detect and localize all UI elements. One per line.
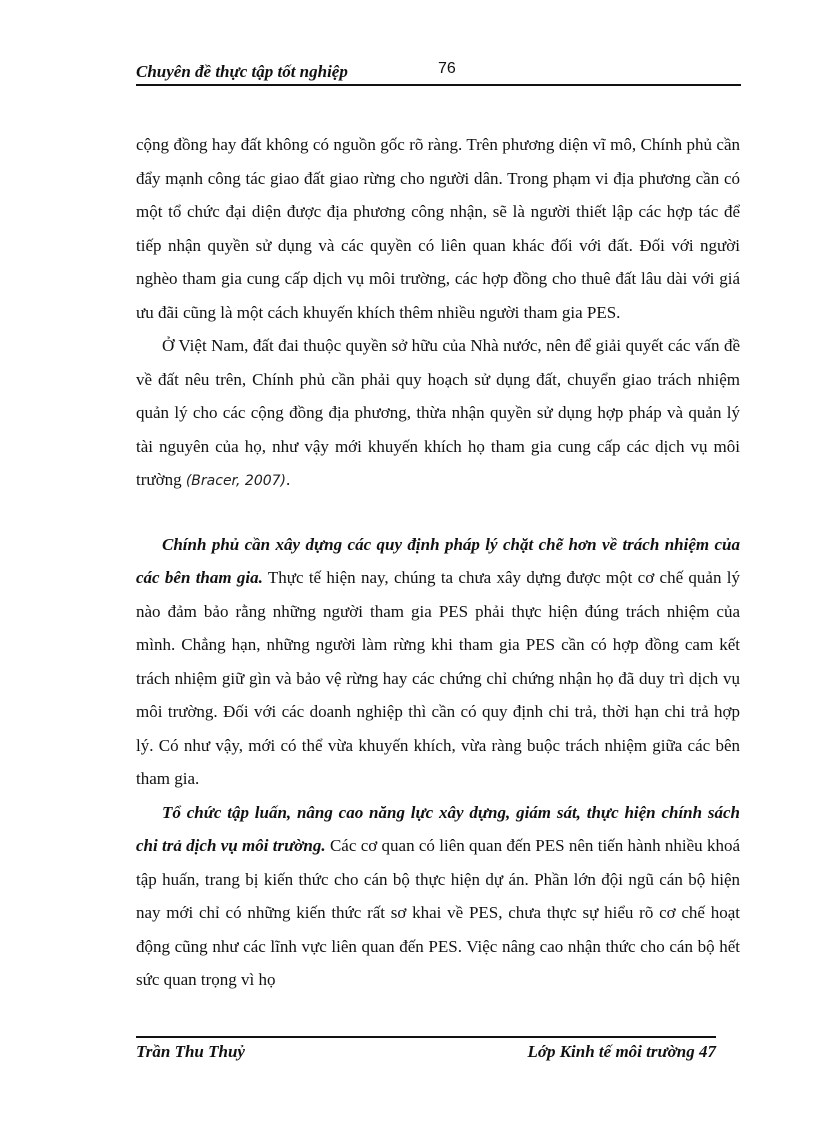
- paragraph-2-text: Ở Việt Nam, đất đai thuộc quyền sở hữu của Nhà nước, nên để giải quyết các vấn đề về đất nêu trên, Chính phủ cần phải quy hoạch sử dụng đất, chuyển giao trách nhiệm quản lý cho các cộng đồng địa phương, thừa nhận quyền sử dụng hợp pháp và quản lý tài nguyên của họ, như vậy mới khuyến khích họ tham gia cung cấp các dịch vụ môi trường: [136, 336, 740, 489]
- paragraph-4-lead: Tổ chức tập luấn, nâng cao năng lực xây dựng, giám sát, thực hiện chính sách chi trả dịch vụ môi trường.: [136, 802, 740, 855]
- page-number: 76: [438, 60, 456, 77]
- paragraph-gap: [136, 499, 740, 528]
- page-header: [136, 58, 741, 86]
- footer-class: Lớp Kinh tế môi trường 47: [527, 1042, 716, 1061]
- paragraph-4: [136, 796, 740, 997]
- paragraph-1: cộng đồng hay đất không có nguồn gốc rõ ràng. Trên phương diện vĩ mô, Chính phủ cần đẩy mạnh công tác giao đất giao rừng cho người dân. Trong phạm vi địa phương cần có một tổ chức đại diện được địa phương công nhận, sẽ là người thiết lập các hợp tác để tiếp nhận quyền sử dụng và các quyền có liên quan khác đối với đất. Đối với người nghèo tham gia cung cấp dịch vụ môi trường, các hợp đồng cho thuê đất lâu dài với giá ưu đãi cũng là một cách khuyến khích thêm nhiều người tham gia PES.: [136, 135, 740, 322]
- page-footer: [136, 1036, 716, 1072]
- paragraph-2-end: .: [286, 470, 291, 489]
- body-text: [136, 128, 740, 997]
- citation: (Bracer, 2007): [185, 473, 287, 489]
- document-title: Chuyên đề thực tập tốt nghiệp: [136, 62, 348, 81]
- paragraph-2: [136, 329, 740, 499]
- paragraph-4-body: Các cơ quan có liên quan đến PES nên tiến hành nhiều khoá tập huấn, trang bị kiến thức cho cán bộ thực hiện dự án. Phần lớn đội ngũ cán bộ hiện nay mới chỉ có những kiến thức rất sơ khai về PES, chưa thực sự hiểu rõ cơ chế hoạt động cũng như các lĩnh vực liên quan đến PES. Việc nâng cao nhận thức cho cán bộ hết sức quan trọng vì họ: [136, 836, 740, 989]
- paragraph-3: [136, 528, 740, 796]
- paragraph-3-lead: Chính phủ cần xây dựng các quy định pháp lý chặt chẽ hơn về trách nhiệm của các bên tham gia.: [136, 534, 740, 587]
- paragraph-3-body: Thực tế hiện nay, chúng ta chưa xây dựng được một cơ chế quản lý nào đảm bảo rằng những người tham gia PES phải thực hiện đúng trách nhiệm của mình. Chẳng hạn, những người làm rừng khi tham gia PES cần có hợp đồng cam kết trách nhiệm giữ gìn và bảo vệ rừng hay các chứng chỉ chứng nhận họ đã duy trì dịch vụ môi trường. Đối với các doanh nghiệp thì cần có quy định chi trả, thời hạn chi trả hợp lý. Có như vậy, mới có thể vừa khuyến khích, vừa ràng buộc trách nhiệm giữa các bên tham gia.: [136, 568, 740, 788]
- footer-author: Trần Thu Thuỷ: [136, 1042, 245, 1061]
